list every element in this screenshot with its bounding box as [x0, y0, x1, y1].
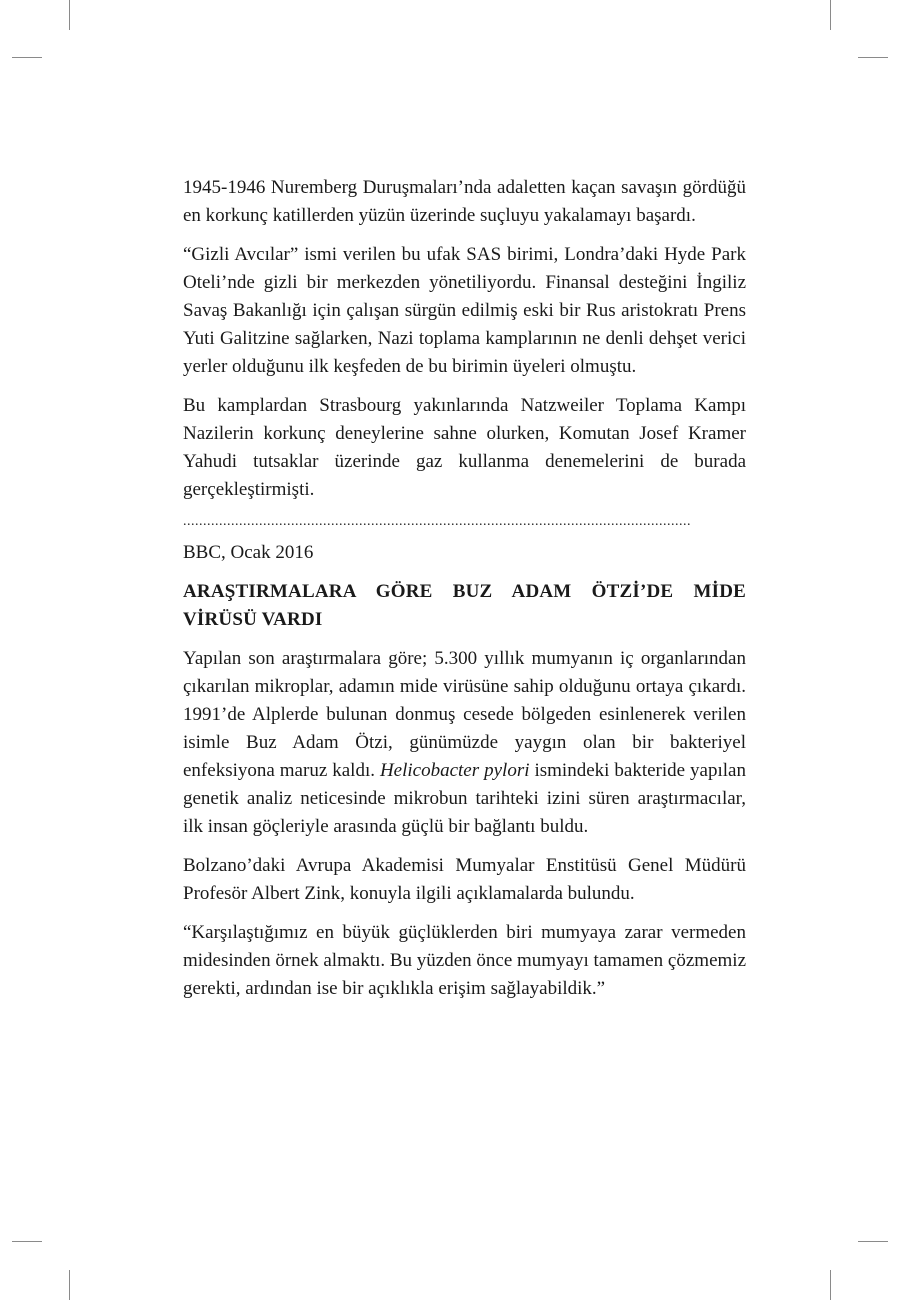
- crop-mark-bottom-right-h: [858, 1241, 888, 1242]
- crop-mark-bottom-left: [69, 1270, 70, 1300]
- article-paragraph-1: [183, 645, 746, 841]
- paragraph-gizli-avcilar: “Gizli Avcılar” ismi verilen bu ufak SAS birimi, Londra’daki Hyde Park Oteli’nde gizli bir merkezden yönetiliyordu. Finansal desteğini İngiliz Savaş Bakanlığı için çalışan sürgün edilmiş eski bir Rus aristokratı Prens Yuti Galitzine sağlarken, Nazi toplama kamplarının ne denli dehşet verici yerler olduğunu ilk keşfeden de bu birimin üyeleri olmuştu.: [183, 244, 746, 377]
- crop-mark-bottom-left-h: [12, 1241, 42, 1242]
- crop-mark-top-right: [830, 0, 831, 30]
- dotted-separator: ...............................................................................................................................: [183, 515, 691, 529]
- bacteria-name: Helicobacter pylori: [379, 760, 530, 781]
- page-body: [183, 174, 746, 1014]
- article-paragraph-1-text-a: Yapılan son araştırmalara göre; 5.300 yıllık mumyanın iç organlarından çıkarılan mikroplar, adamın mide virüsüne sahip olduğunu ortaya çıkardı. 1991’de Alplerde bulunan donmuş cesede bölgeden esinlenerek verilen isimle Buz Adam Ötzi, günümüzde yaygın olan bir bakteriyel enfeksiyona maruz kaldı.: [183, 648, 746, 781]
- article-headline: ARAŞTIRMALARA GÖRE BUZ ADAM ÖTZİ’DE MİDE VİRÜSÜ VARDI: [183, 581, 746, 630]
- paragraph-nuremberg: 1945-1946 Nuremberg Duruşmaları’nda adaletten kaçan savaşın gördüğü en korkunç katillerden yüzün üzerinde suçluyu yakalamayı başardı.: [183, 177, 746, 226]
- paragraph-natzweiler: Bu kamplardan Strasbourg yakınlarında Natzweiler Toplama Kampı Nazilerin korkunç deneylerine sahne olurken, Komutan Josef Kramer Yahudi tutsaklar üzerinde gaz kullanma denemelerini de burada gerçekleştirmişti.: [183, 395, 746, 500]
- article-paragraph-2: Bolzano’daki Avrupa Akademisi Mumyalar Enstitüsü Genel Müdürü Profesör Albert Zink, konuyla ilgili açıklamalarda bulundu.: [183, 855, 746, 904]
- crop-mark-bottom-right: [830, 1270, 831, 1300]
- crop-mark-top-left: [69, 0, 70, 30]
- article-paragraph-3: “Karşılaştığımız en büyük güçlüklerden biri mumyaya zarar vermeden midesinden örnek almaktı. Bu yüzden önce mumyayı tamamen çözmemiz gerekti, ardından ise bir açıklıkla erişim sağlayabildik.”: [183, 922, 746, 999]
- crop-mark-top-left-h: [12, 57, 42, 58]
- article-paragraph-1-text-b: ismindeki bakteride yapılan genetik analiz neticesinde mikrobun tarihteki izini süren araştırmacılar, ilk insan göçleriyle arasında güçlü bir bağlantı buldu.: [183, 760, 746, 837]
- source-line: BBC, Ocak 2016: [183, 542, 314, 563]
- crop-mark-top-right-h: [858, 57, 888, 58]
